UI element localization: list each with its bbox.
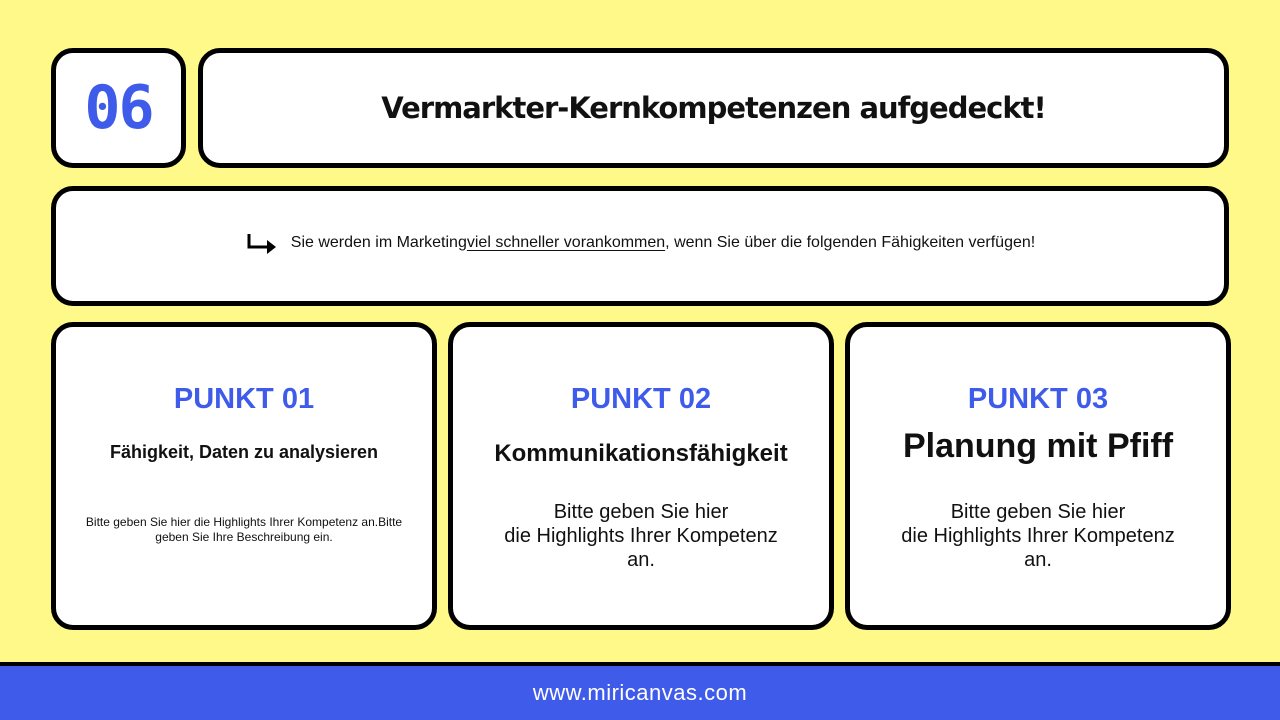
point-description: Bitte geben Sie hier die Highlights Ihrer Kompetenz an.Bitte geben Sie Ihre Beschreibung ein.: [85, 515, 403, 544]
point-label: PUNKT 03: [967, 383, 1109, 415]
point-title: Fähigkeit, Daten zu analysieren: [109, 442, 379, 462]
footer-url[interactable]: www.miricanvas.com: [532, 680, 748, 705]
point-title: Kommunikationsfähigkeit: [494, 440, 788, 467]
point-card-2: [448, 322, 834, 630]
intro-box: [51, 186, 1229, 306]
point-description: Bitte geben Sie hier die Highlights Ihrer Kompetenz an.: [504, 501, 778, 571]
point-card-3: [845, 322, 1231, 630]
intro-text-before: Sie werden im Marketing: [290, 234, 467, 251]
page-title: Vermarkter-Kernkompetenzen aufgedeckt!: [381, 91, 1046, 125]
point-label: PUNKT 01: [173, 383, 315, 415]
point-title: Planung mit Pfiff: [902, 427, 1174, 465]
footer-bar: [0, 662, 1280, 720]
point-card-1: [51, 322, 437, 630]
intro-text-highlight: viel schneller vorankommen: [466, 234, 666, 251]
section-number: 06: [84, 73, 153, 143]
title-box: [198, 48, 1229, 168]
arrow-down-right-icon: [245, 232, 279, 254]
intro-text: [245, 232, 1035, 254]
section-number-box: [51, 48, 186, 168]
intro-text-after: , wenn Sie über die folgenden Fähigkeiten verfügen!: [665, 234, 1036, 251]
point-description: Bitte geben Sie hier die Highlights Ihrer Kompetenz an.: [901, 501, 1175, 571]
point-label: PUNKT 02: [570, 383, 712, 415]
